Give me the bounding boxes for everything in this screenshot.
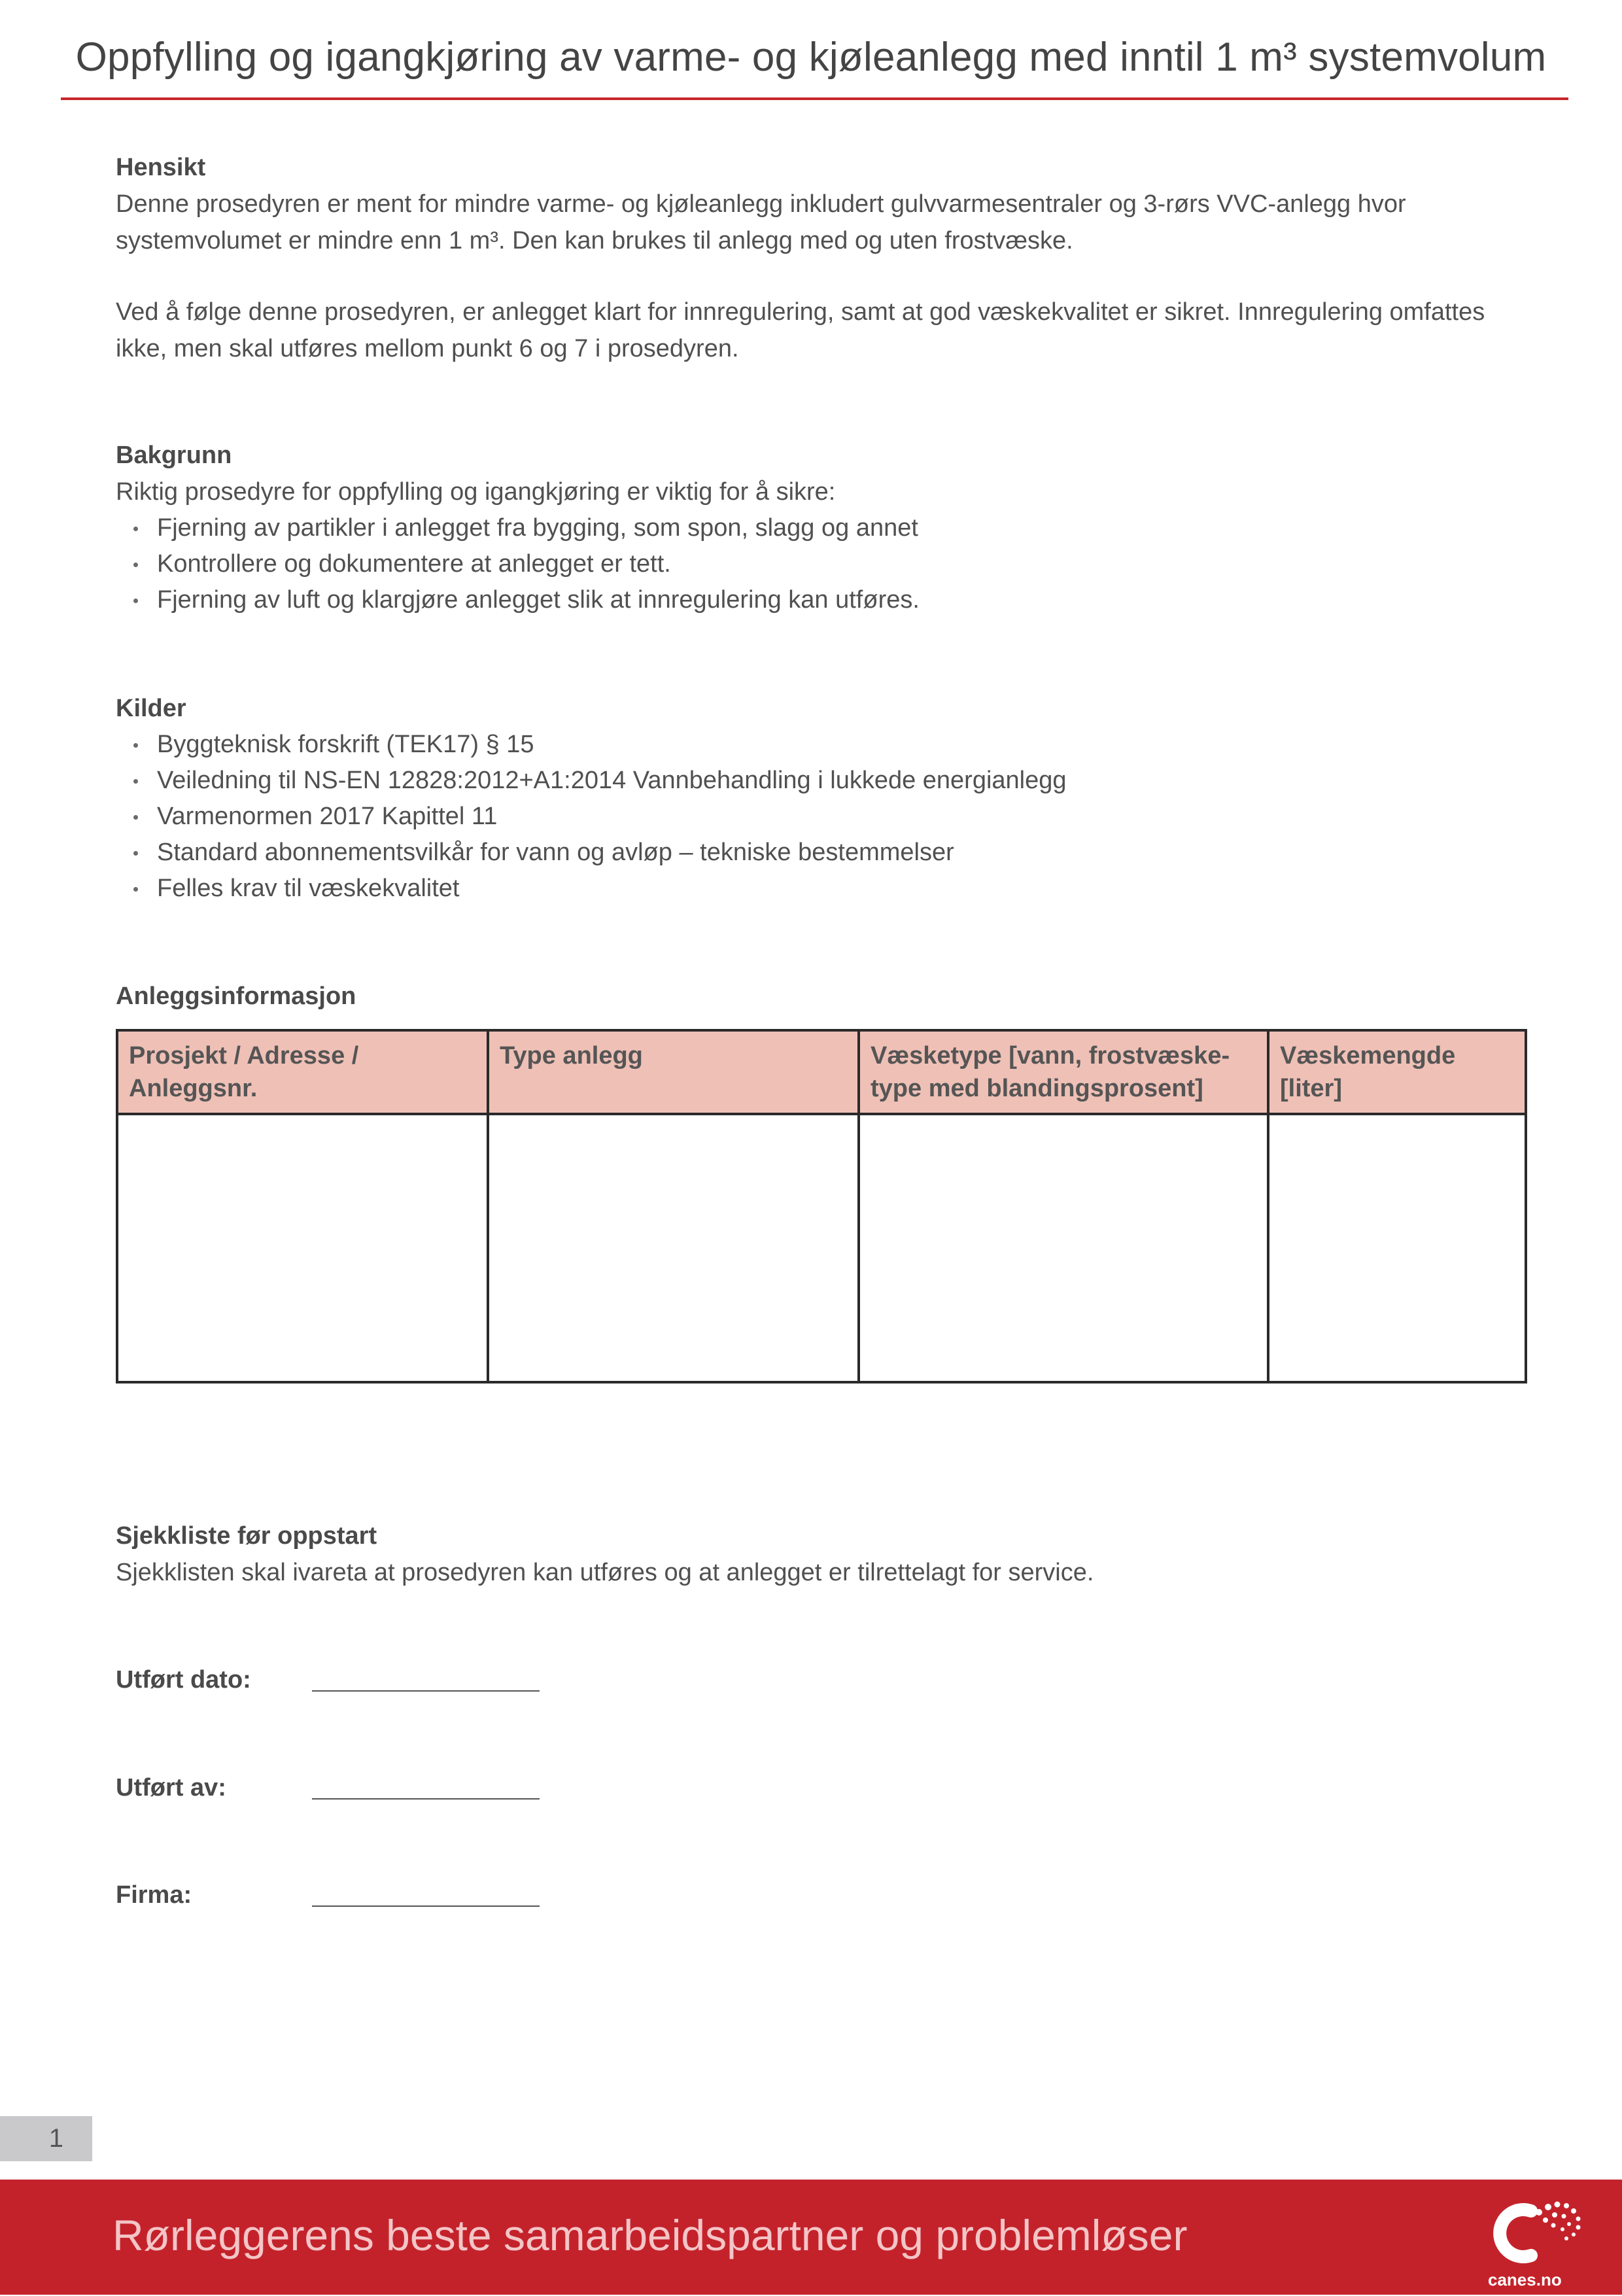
list-item: Standard abonnementsvilkår for vann og avløp – tekniske bestemmelser bbox=[116, 835, 1522, 871]
canes-logo bbox=[1480, 2198, 1591, 2296]
anleggsinformasjon-heading: Anleggsinformasjon bbox=[116, 983, 356, 1010]
anleggsinformasjon-table bbox=[116, 1029, 1527, 1383]
canes-brand-text: canes.no bbox=[1488, 2270, 1562, 2289]
sjekkliste-heading: Sjekkliste før oppstart bbox=[116, 1522, 377, 1550]
section-hensikt-2 bbox=[116, 294, 1522, 367]
page-number: 1 bbox=[0, 2116, 92, 2161]
cell-prosjekt-input[interactable] bbox=[117, 1114, 488, 1382]
title-divider bbox=[61, 97, 1568, 100]
field-firma bbox=[116, 1877, 574, 1916]
footer-bar bbox=[0, 2180, 1622, 2295]
hensikt-paragraph-1: Denne prosedyren er ment for mindre varme- og kjøleanlegg inkludert gulvvarmesentraler og 3-rørs VVC-anlegg hvor systemvolumet er mindre enn 1 m³. Den kan brukes til anlegg med og uten frostvæske. bbox=[116, 190, 1406, 254]
cell-vaeskemengde-input[interactable] bbox=[1268, 1114, 1526, 1382]
cell-vaesketype-input[interactable] bbox=[859, 1114, 1268, 1382]
column-header-vaesketype: Væsketype [vann, frostvæske-type med blandingsprosent] bbox=[859, 1030, 1268, 1114]
firma-label: Firma: bbox=[116, 1881, 192, 1909]
section-kilder bbox=[116, 690, 1522, 907]
kilder-list bbox=[116, 727, 1522, 907]
column-header-vaeskemengde: Væskemengde [liter] bbox=[1268, 1030, 1526, 1114]
list-item: Kontrollere og dokumentere at anlegget er tett. bbox=[116, 546, 1522, 582]
section-sjekkliste bbox=[116, 1518, 1522, 1591]
list-item: Varmenormen 2017 Kapittel 11 bbox=[116, 799, 1522, 835]
list-item: Fjerning av partikler i anlegget fra bygging, som spon, slagg og annet bbox=[116, 510, 1522, 546]
column-header-type-anlegg: Type anlegg bbox=[488, 1030, 859, 1114]
list-item: Byggteknisk forskrift (TEK17) § 15 bbox=[116, 727, 1522, 763]
column-header-prosjekt: Prosjekt / Adresse / Anleggsnr. bbox=[117, 1030, 488, 1114]
canes-logo-icon bbox=[1480, 2198, 1591, 2270]
utfort-dato-line[interactable] bbox=[312, 1690, 540, 1692]
page-title: Oppfylling og igangkjøring av varme- og kjøleanlegg med inntil 1 m³ systemvolum bbox=[75, 35, 1547, 80]
bakgrunn-list bbox=[116, 510, 1522, 618]
utfort-dato-label: Utført dato: bbox=[116, 1666, 251, 1694]
table-row bbox=[117, 1114, 1526, 1382]
sjekkliste-text: Sjekklisten skal ivareta at prosedyren kan utføres og at anlegget er tilrettelagt for service. bbox=[116, 1559, 1094, 1586]
bakgrunn-intro: Riktig prosedyre for oppfylling og igangkjøring er viktig for å sikre: bbox=[116, 478, 836, 506]
field-utfort-av bbox=[116, 1769, 574, 1809]
list-item: Fjerning av luft og klargjøre anlegget slik at innregulering kan utføres. bbox=[116, 582, 1522, 618]
utfort-av-line[interactable] bbox=[312, 1798, 540, 1800]
hensikt-heading: Hensikt bbox=[116, 154, 206, 181]
field-utfort-dato bbox=[116, 1661, 574, 1701]
firma-line[interactable] bbox=[312, 1905, 540, 1907]
cell-type-anlegg-input[interactable] bbox=[488, 1114, 859, 1382]
section-hensikt bbox=[116, 149, 1522, 259]
table-header-row bbox=[117, 1030, 1526, 1114]
hensikt-paragraph-2: Ved å følge denne prosedyren, er anlegget klart for innregulering, samt at god væskekvalitet er sikret. Innregulering omfattes ikke, men skal utføres mellom punkt 6 og 7 i prosedyren. bbox=[116, 298, 1485, 362]
bakgrunn-heading: Bakgrunn bbox=[116, 442, 232, 469]
kilder-heading: Kilder bbox=[116, 695, 186, 722]
list-item: Veiledning til NS-EN 12828:2012+A1:2014 Vannbehandling i lukkede energianlegg bbox=[116, 763, 1522, 799]
section-bakgrunn bbox=[116, 437, 1522, 618]
list-item: Felles krav til væskekvalitet bbox=[116, 871, 1522, 907]
utfort-av-label: Utført av: bbox=[116, 1774, 226, 1801]
section-anleggsinformasjon bbox=[116, 978, 1522, 1015]
footer-slogan: Rørleggerens beste samarbeidspartner og problemløser bbox=[112, 2211, 1188, 2259]
